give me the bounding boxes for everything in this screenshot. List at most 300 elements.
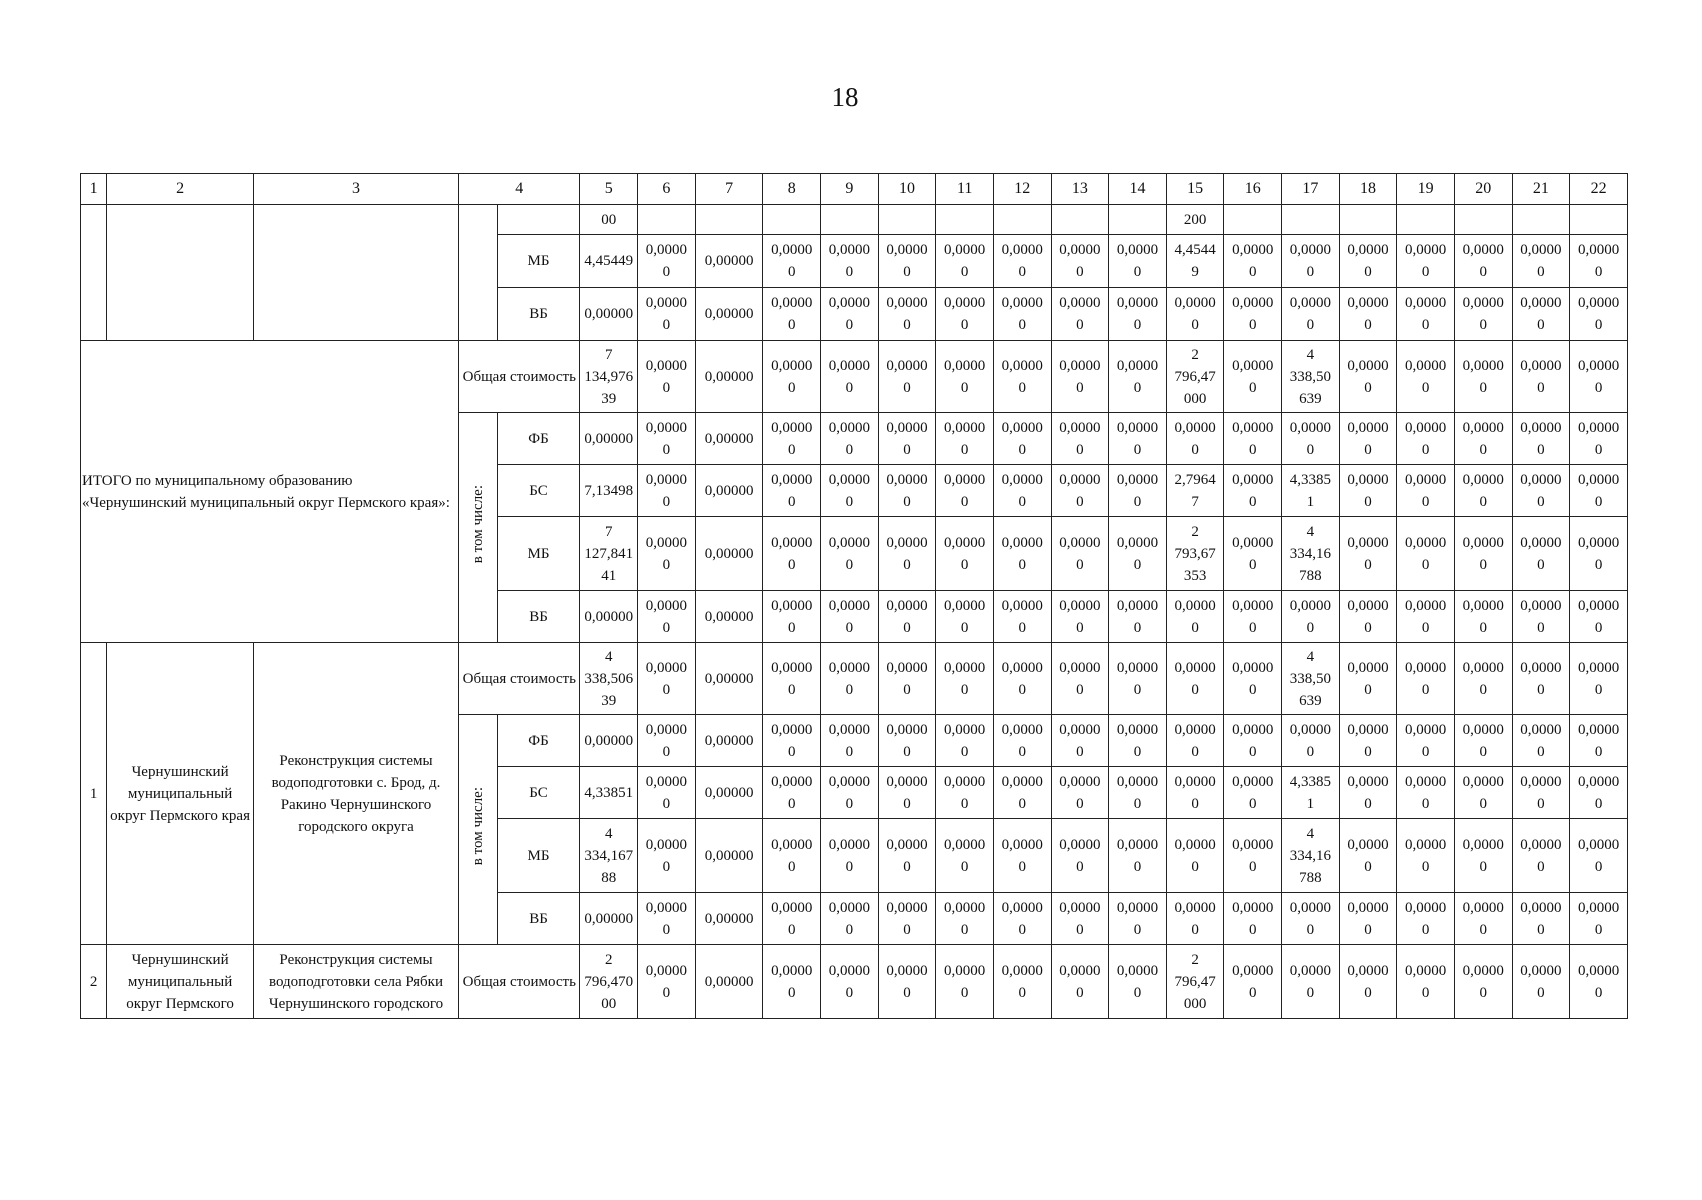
value-cell: 0,0000 0 xyxy=(763,767,821,819)
value-cell: 0,0000 0 xyxy=(821,643,879,715)
value-cell: 0,0000 0 xyxy=(1051,235,1109,288)
value-cell: 0,00000 xyxy=(695,715,763,767)
value-cell: 0,0000 0 xyxy=(1570,767,1628,819)
organization-cell: Чернушинский муниципальный округ Пермского края xyxy=(107,643,254,945)
value-cell: 0,0000 0 xyxy=(1570,945,1628,1019)
value-cell: 0,0000 0 xyxy=(1339,465,1397,517)
value-cell: 0,0000 0 xyxy=(1109,715,1167,767)
value-cell: 2 796,470 00 xyxy=(580,945,638,1019)
column-header: 17 xyxy=(1282,174,1340,205)
value-cell: 0,0000 0 xyxy=(763,288,821,341)
value-cell: 0,0000 0 xyxy=(936,767,994,819)
value-cell: 0,0000 0 xyxy=(821,341,879,413)
value-cell: 0,00000 xyxy=(695,945,763,1019)
value-cell: 0,0000 0 xyxy=(936,341,994,413)
value-cell xyxy=(936,205,994,235)
source-cell: БС xyxy=(497,767,580,819)
value-cell: 0,0000 0 xyxy=(1109,413,1167,465)
value-cell: 0,0000 0 xyxy=(993,591,1051,643)
value-cell: 0,00000 xyxy=(695,341,763,413)
value-cell: 0,0000 0 xyxy=(936,893,994,945)
value-cell: 4,4544 9 xyxy=(1166,235,1224,288)
value-cell: 0,0000 0 xyxy=(638,819,696,893)
value-cell: 0,0000 0 xyxy=(763,413,821,465)
value-cell: 0,0000 0 xyxy=(1570,819,1628,893)
value-cell: 0,0000 0 xyxy=(1166,819,1224,893)
number-cell: 1 xyxy=(81,643,107,945)
total-cost-label: Общая стоимость xyxy=(459,643,580,715)
value-cell: 0,0000 0 xyxy=(763,341,821,413)
value-cell: 0,0000 0 xyxy=(878,413,936,465)
column-header: 11 xyxy=(936,174,994,205)
value-cell: 0,0000 0 xyxy=(1397,413,1455,465)
value-cell: 0,0000 0 xyxy=(1397,465,1455,517)
total-cost-label: Общая стоимость xyxy=(459,945,580,1019)
value-cell: 0,0000 0 xyxy=(936,591,994,643)
value-cell: 0,0000 0 xyxy=(1339,235,1397,288)
value-cell: 0,0000 0 xyxy=(1339,767,1397,819)
value-cell: 0,00000 xyxy=(695,893,763,945)
source-cell: ФБ xyxy=(497,715,580,767)
value-cell: 0,0000 0 xyxy=(1224,819,1282,893)
organization-cell: Чернушинский муниципальный округ Пермского xyxy=(107,945,254,1019)
value-cell: 0,0000 0 xyxy=(821,591,879,643)
value-cell: 0,0000 0 xyxy=(1339,341,1397,413)
value-cell: 0,0000 0 xyxy=(1109,517,1167,591)
in-that-number-label-cell xyxy=(459,715,497,945)
value-cell: 7 134,976 39 xyxy=(580,341,638,413)
page-number: 18 xyxy=(831,82,859,112)
project-cell: Реконструкция системы водоподготовки села Рябки Чернушинского городского xyxy=(253,945,458,1019)
value-cell: 2,7964 7 xyxy=(1166,465,1224,517)
value-cell: 0,0000 0 xyxy=(1570,341,1628,413)
value-cell: 0,0000 0 xyxy=(936,819,994,893)
value-cell: 0,0000 0 xyxy=(638,893,696,945)
value-cell: 0,0000 0 xyxy=(1397,945,1455,1019)
column-header: 13 xyxy=(1051,174,1109,205)
column-header: 15 xyxy=(1166,174,1224,205)
value-cell: 0,0000 0 xyxy=(1512,341,1570,413)
value-cell: 0,0000 0 xyxy=(1454,643,1512,715)
project-cell xyxy=(253,205,458,341)
value-cell: 0,0000 0 xyxy=(1166,591,1224,643)
column-header: 2 xyxy=(107,174,254,205)
value-cell: 0,0000 0 xyxy=(1454,945,1512,1019)
value-cell: 0,0000 0 xyxy=(1224,235,1282,288)
value-cell: 0,0000 0 xyxy=(821,893,879,945)
value-cell: 0,0000 0 xyxy=(763,517,821,591)
value-cell: 0,0000 0 xyxy=(1109,591,1167,643)
value-cell: 0,0000 0 xyxy=(763,893,821,945)
value-cell: 0,0000 0 xyxy=(878,591,936,643)
value-cell: 0,0000 0 xyxy=(993,235,1051,288)
value-cell: 0,0000 0 xyxy=(1109,288,1167,341)
column-header: 21 xyxy=(1512,174,1570,205)
value-cell: 4,45449 xyxy=(580,235,638,288)
value-cell: 0,0000 0 xyxy=(1282,235,1340,288)
value-cell: 0,0000 0 xyxy=(1454,767,1512,819)
value-cell: 0,0000 0 xyxy=(1166,767,1224,819)
number-cell xyxy=(81,205,107,341)
value-cell xyxy=(1109,205,1167,235)
value-cell: 0,0000 0 xyxy=(1051,288,1109,341)
value-cell xyxy=(1051,205,1109,235)
value-cell: 0,0000 0 xyxy=(1339,819,1397,893)
column-header: 5 xyxy=(580,174,638,205)
column-header: 6 xyxy=(638,174,696,205)
value-cell: 0,0000 0 xyxy=(993,288,1051,341)
value-cell: 0,00000 xyxy=(580,288,638,341)
value-cell: 0,0000 0 xyxy=(1224,767,1282,819)
column-header: 1 xyxy=(81,174,107,205)
value-cell: 0,0000 0 xyxy=(763,591,821,643)
value-cell: 0,0000 0 xyxy=(1570,591,1628,643)
value-cell: 0,0000 0 xyxy=(638,945,696,1019)
value-cell: 0,0000 0 xyxy=(638,288,696,341)
value-cell: 0,0000 0 xyxy=(1224,288,1282,341)
value-cell: 0,0000 0 xyxy=(1454,591,1512,643)
value-cell: 4 334,16 788 xyxy=(1282,517,1340,591)
value-cell: 0,0000 0 xyxy=(638,235,696,288)
value-cell: 0,0000 0 xyxy=(1512,465,1570,517)
value-cell: 0,0000 0 xyxy=(878,893,936,945)
value-cell: 0,0000 0 xyxy=(1397,341,1455,413)
value-cell: 0,0000 0 xyxy=(638,643,696,715)
organization-cell xyxy=(107,205,254,341)
value-cell: 0,0000 0 xyxy=(936,517,994,591)
value-cell: 0,0000 0 xyxy=(1224,413,1282,465)
table-row xyxy=(81,205,1628,235)
value-cell: 0,0000 0 xyxy=(1397,591,1455,643)
value-cell: 0,00000 xyxy=(695,591,763,643)
value-cell xyxy=(1397,205,1455,235)
value-cell xyxy=(1570,205,1628,235)
value-cell: 0,0000 0 xyxy=(1109,819,1167,893)
value-cell: 0,0000 0 xyxy=(1224,591,1282,643)
value-cell: 0,0000 0 xyxy=(821,517,879,591)
column-header: 9 xyxy=(821,174,879,205)
source-cell xyxy=(497,205,580,235)
value-cell xyxy=(821,205,879,235)
value-cell: 0,0000 0 xyxy=(1570,715,1628,767)
table-body xyxy=(81,174,1628,1019)
value-cell: 0,0000 0 xyxy=(1282,715,1340,767)
value-cell: 0,0000 0 xyxy=(1512,945,1570,1019)
value-cell: 0,0000 0 xyxy=(1570,893,1628,945)
value-cell: 0,00000 xyxy=(695,767,763,819)
value-cell: 0,0000 0 xyxy=(1339,715,1397,767)
source-cell: МБ xyxy=(497,819,580,893)
value-cell: 0,0000 0 xyxy=(878,235,936,288)
value-cell: 0,00000 xyxy=(580,413,638,465)
value-cell xyxy=(695,205,763,235)
value-cell: 0,0000 0 xyxy=(878,767,936,819)
value-cell: 0,0000 0 xyxy=(1051,591,1109,643)
value-cell: 0,0000 0 xyxy=(1339,893,1397,945)
value-cell: 2 793,67 353 xyxy=(1166,517,1224,591)
value-cell xyxy=(878,205,936,235)
value-cell xyxy=(993,205,1051,235)
value-cell: 0,0000 0 xyxy=(993,465,1051,517)
value-cell: 0,0000 0 xyxy=(1051,413,1109,465)
value-cell: 0,0000 0 xyxy=(763,643,821,715)
value-cell: 0,0000 0 xyxy=(1512,517,1570,591)
value-cell: 0,0000 0 xyxy=(1512,288,1570,341)
source-cell: ВБ xyxy=(497,893,580,945)
value-cell: 0,0000 0 xyxy=(1570,413,1628,465)
value-cell: 0,0000 0 xyxy=(1397,235,1455,288)
value-cell: 0,0000 0 xyxy=(936,643,994,715)
value-cell: 0,0000 0 xyxy=(993,819,1051,893)
total-cost-label: Общая стоимость xyxy=(459,341,580,413)
column-header: 12 xyxy=(993,174,1051,205)
value-cell: 0,00000 xyxy=(695,819,763,893)
value-cell: 2 796,47 000 xyxy=(1166,945,1224,1019)
value-cell: 0,0000 0 xyxy=(1224,715,1282,767)
table-row xyxy=(81,341,1628,413)
value-cell: 0,0000 0 xyxy=(1512,235,1570,288)
value-cell: 0,0000 0 xyxy=(821,235,879,288)
value-cell: 200 xyxy=(1166,205,1224,235)
value-cell: 0,0000 0 xyxy=(1224,341,1282,413)
value-cell: 0,0000 0 xyxy=(993,341,1051,413)
value-cell: 00 xyxy=(580,205,638,235)
column-header: 16 xyxy=(1224,174,1282,205)
value-cell: 0,0000 0 xyxy=(1454,819,1512,893)
value-cell: 0,0000 0 xyxy=(1454,517,1512,591)
value-cell: 0,0000 0 xyxy=(1051,643,1109,715)
column-header: 10 xyxy=(878,174,936,205)
value-cell: 0,0000 0 xyxy=(1051,945,1109,1019)
value-cell: 4,3385 1 xyxy=(1282,767,1340,819)
value-cell: 0,0000 0 xyxy=(1397,819,1455,893)
value-cell: 0,0000 0 xyxy=(1224,945,1282,1019)
column-header: 3 xyxy=(253,174,458,205)
value-cell: 0,0000 0 xyxy=(1224,643,1282,715)
value-cell: 0,0000 0 xyxy=(1166,643,1224,715)
value-cell: 0,00000 xyxy=(580,591,638,643)
value-cell: 0,0000 0 xyxy=(1166,288,1224,341)
value-cell: 0,0000 0 xyxy=(1051,767,1109,819)
source-cell: БС xyxy=(497,465,580,517)
value-cell: 0,0000 0 xyxy=(1570,643,1628,715)
value-cell: 0,0000 0 xyxy=(993,767,1051,819)
value-cell: 4 334,167 88 xyxy=(580,819,638,893)
value-cell: 0,0000 0 xyxy=(1282,945,1340,1019)
value-cell: 0,0000 0 xyxy=(1051,715,1109,767)
value-cell: 0,0000 0 xyxy=(763,465,821,517)
value-cell: 0,0000 0 xyxy=(878,945,936,1019)
value-cell: 0,0000 0 xyxy=(1397,893,1455,945)
value-cell: 0,0000 0 xyxy=(763,945,821,1019)
value-cell: 0,0000 0 xyxy=(638,517,696,591)
column-header: 18 xyxy=(1339,174,1397,205)
value-cell: 0,0000 0 xyxy=(878,288,936,341)
value-cell: 0,0000 0 xyxy=(993,715,1051,767)
column-header: 20 xyxy=(1454,174,1512,205)
value-cell: 0,0000 0 xyxy=(1166,715,1224,767)
value-cell: 0,0000 0 xyxy=(1224,517,1282,591)
value-cell: 0,0000 0 xyxy=(1454,288,1512,341)
source-cell: МБ xyxy=(497,517,580,591)
number-cell: 2 xyxy=(81,945,107,1019)
value-cell: 0,0000 0 xyxy=(1512,893,1570,945)
value-cell: 0,0000 0 xyxy=(1512,819,1570,893)
value-cell: 0,00000 xyxy=(580,715,638,767)
value-cell: 0,0000 0 xyxy=(878,819,936,893)
funding-table xyxy=(80,173,1628,1019)
value-cell: 0,0000 0 xyxy=(821,465,879,517)
value-cell: 2 796,47 000 xyxy=(1166,341,1224,413)
value-cell: 0,0000 0 xyxy=(1282,288,1340,341)
value-cell: 0,0000 0 xyxy=(878,715,936,767)
value-cell: 0,0000 0 xyxy=(1224,465,1282,517)
value-cell: 0,0000 0 xyxy=(1282,893,1340,945)
source-cell: ФБ xyxy=(497,413,580,465)
value-cell: 0,0000 0 xyxy=(638,413,696,465)
total-label: ИТОГО по муниципальному образованию «Чернушинский муниципальный округ Пермского края»: xyxy=(81,341,459,643)
value-cell: 0,0000 0 xyxy=(1339,413,1397,465)
value-cell: 4 338,50 639 xyxy=(1282,643,1340,715)
value-cell: 0,0000 0 xyxy=(878,643,936,715)
value-cell: 0,0000 0 xyxy=(1512,767,1570,819)
value-cell: 4,33851 xyxy=(580,767,638,819)
source-cell: ВБ xyxy=(497,288,580,341)
table-row xyxy=(81,643,1628,715)
value-cell: 0,0000 0 xyxy=(878,465,936,517)
value-cell: 0,0000 0 xyxy=(763,235,821,288)
value-cell: 4 338,50 639 xyxy=(1282,341,1340,413)
value-cell: 0,0000 0 xyxy=(936,465,994,517)
value-cell: 0,0000 0 xyxy=(638,591,696,643)
value-cell xyxy=(1512,205,1570,235)
value-cell: 0,0000 0 xyxy=(1397,517,1455,591)
value-cell: 0,0000 0 xyxy=(878,517,936,591)
value-cell: 0,0000 0 xyxy=(1339,517,1397,591)
value-cell xyxy=(1282,205,1340,235)
column-header: 7 xyxy=(695,174,763,205)
value-cell: 0,00000 xyxy=(695,288,763,341)
table-row xyxy=(81,945,1628,1019)
value-cell: 0,0000 0 xyxy=(1454,235,1512,288)
value-cell: 0,00000 xyxy=(695,517,763,591)
value-cell: 0,0000 0 xyxy=(936,413,994,465)
value-cell: 0,0000 0 xyxy=(1109,465,1167,517)
value-cell: 0,0000 0 xyxy=(936,715,994,767)
value-cell: 0,00000 xyxy=(580,893,638,945)
value-cell: 0,0000 0 xyxy=(1454,413,1512,465)
value-cell: 0,0000 0 xyxy=(1454,465,1512,517)
value-cell: 0,00000 xyxy=(695,235,763,288)
value-cell: 0,0000 0 xyxy=(1397,643,1455,715)
value-cell: 0,0000 0 xyxy=(1109,643,1167,715)
value-cell: 0,0000 0 xyxy=(821,767,879,819)
value-cell: 7,13498 xyxy=(580,465,638,517)
value-cell: 0,0000 0 xyxy=(821,945,879,1019)
value-cell: 0,0000 0 xyxy=(1570,288,1628,341)
value-cell: 0,0000 0 xyxy=(821,288,879,341)
value-cell: 0,0000 0 xyxy=(993,517,1051,591)
value-cell: 0,0000 0 xyxy=(936,288,994,341)
value-cell: 0,0000 0 xyxy=(1454,715,1512,767)
value-cell: 0,0000 0 xyxy=(821,819,879,893)
value-cell xyxy=(763,205,821,235)
value-cell: 0,0000 0 xyxy=(993,893,1051,945)
value-cell: 0,0000 0 xyxy=(1051,465,1109,517)
in-that-number-label: в том числе: xyxy=(469,484,486,564)
value-cell: 0,00000 xyxy=(695,465,763,517)
value-cell: 0,0000 0 xyxy=(821,413,879,465)
value-cell: 0,0000 0 xyxy=(1224,893,1282,945)
value-cell: 4 334,16 788 xyxy=(1282,819,1340,893)
value-cell: 0,0000 0 xyxy=(1339,643,1397,715)
value-cell: 0,0000 0 xyxy=(638,341,696,413)
value-cell: 0,0000 0 xyxy=(993,413,1051,465)
in-that-number-label-cell xyxy=(459,413,497,643)
value-cell xyxy=(1339,205,1397,235)
value-cell: 0,0000 0 xyxy=(878,341,936,413)
value-cell: 7 127,841 41 xyxy=(580,517,638,591)
value-cell: 0,0000 0 xyxy=(1397,288,1455,341)
value-cell: 0,0000 0 xyxy=(1512,715,1570,767)
value-cell: 0,0000 0 xyxy=(1570,235,1628,288)
value-cell: 0,0000 0 xyxy=(1109,767,1167,819)
value-cell xyxy=(638,205,696,235)
column-header: 14 xyxy=(1109,174,1167,205)
value-cell: 0,0000 0 xyxy=(1339,591,1397,643)
column-header: 22 xyxy=(1570,174,1628,205)
value-cell xyxy=(1224,205,1282,235)
value-cell xyxy=(1454,205,1512,235)
column-header: 19 xyxy=(1397,174,1455,205)
value-cell: 0,0000 0 xyxy=(1397,715,1455,767)
table-row xyxy=(81,174,1628,205)
value-cell: 0,0000 0 xyxy=(638,465,696,517)
value-cell: 0,0000 0 xyxy=(1166,893,1224,945)
value-cell: 4 338,506 39 xyxy=(580,643,638,715)
value-cell: 0,0000 0 xyxy=(763,819,821,893)
in-that-number-label-cell xyxy=(459,205,497,341)
value-cell: 0,0000 0 xyxy=(936,235,994,288)
value-cell: 0,0000 0 xyxy=(993,945,1051,1019)
value-cell: 0,0000 0 xyxy=(638,767,696,819)
value-cell: 0,0000 0 xyxy=(1339,945,1397,1019)
value-cell: 4,3385 1 xyxy=(1282,465,1340,517)
value-cell: 0,0000 0 xyxy=(1570,465,1628,517)
source-cell: ВБ xyxy=(497,591,580,643)
value-cell: 0,0000 0 xyxy=(1512,413,1570,465)
column-header: 8 xyxy=(763,174,821,205)
value-cell: 0,0000 0 xyxy=(1109,235,1167,288)
project-cell: Реконструкция системы водоподготовки с. Брод, д. Ракино Чернушинского городского округа xyxy=(253,643,458,945)
value-cell: 0,0000 0 xyxy=(1051,517,1109,591)
value-cell: 0,0000 0 xyxy=(1166,413,1224,465)
value-cell: 0,0000 0 xyxy=(1109,341,1167,413)
value-cell: 0,0000 0 xyxy=(936,945,994,1019)
value-cell: 0,0000 0 xyxy=(1454,341,1512,413)
value-cell: 0,0000 0 xyxy=(1454,893,1512,945)
value-cell: 0,0000 0 xyxy=(638,715,696,767)
value-cell: 0,0000 0 xyxy=(993,643,1051,715)
value-cell: 0,0000 0 xyxy=(1051,341,1109,413)
value-cell: 0,0000 0 xyxy=(1109,945,1167,1019)
value-cell: 0,0000 0 xyxy=(1512,591,1570,643)
value-cell: 0,0000 0 xyxy=(1397,767,1455,819)
in-that-number-label: в том числе: xyxy=(469,786,486,866)
value-cell: 0,0000 0 xyxy=(1512,643,1570,715)
value-cell: 0,0000 0 xyxy=(1282,591,1340,643)
column-header: 4 xyxy=(459,174,580,205)
